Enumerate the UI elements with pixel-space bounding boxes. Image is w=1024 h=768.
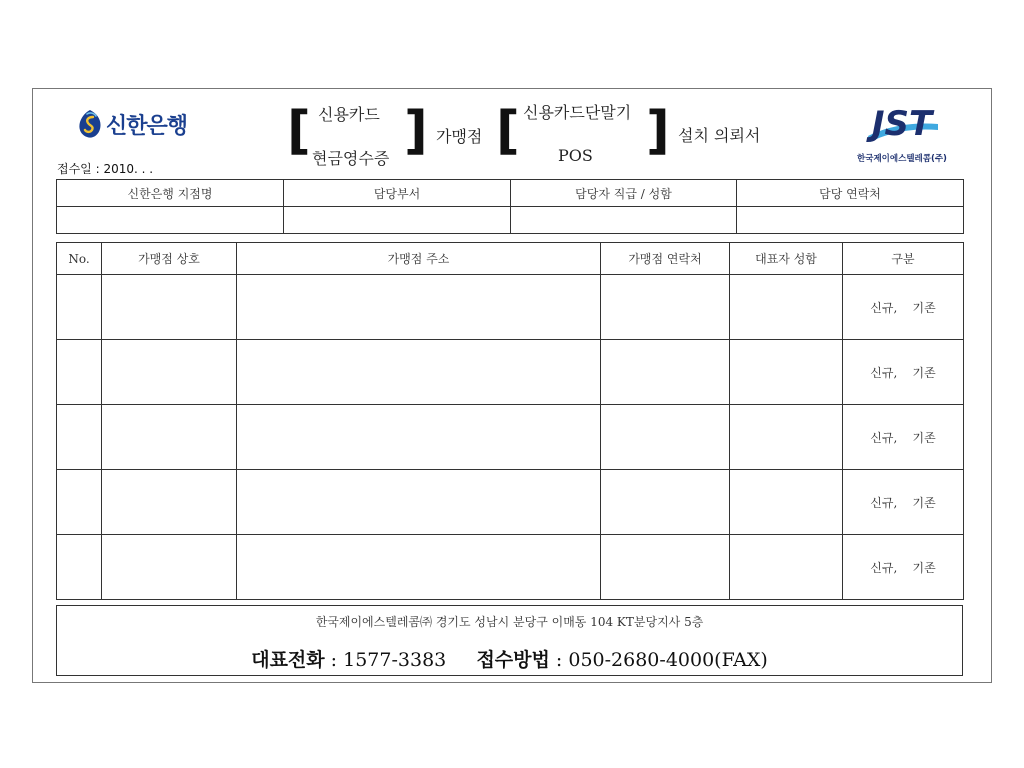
row-rep-cell[interactable] <box>730 535 843 600</box>
row-name-cell[interactable] <box>102 535 237 600</box>
phone-label: 대표전화 <box>251 649 325 671</box>
receipt-date: 접수일 : 2010. . . <box>57 162 154 176</box>
row-no-cell[interactable] <box>57 535 102 600</box>
jst-logo <box>842 102 962 168</box>
manager-phone-cell[interactable] <box>737 207 964 234</box>
title-credit-card: 신용카드 <box>318 105 380 124</box>
header-merchant-address: 가맹점 주소 <box>237 243 601 275</box>
form-title: 설치 의뢰서 <box>678 126 761 145</box>
row-type-cell[interactable]: 신규, 기존 <box>843 405 964 470</box>
table-row <box>57 405 964 470</box>
row-type-cell[interactable]: 신규, 기존 <box>843 535 964 600</box>
row-address-cell[interactable] <box>237 535 601 600</box>
row-address-cell[interactable] <box>237 340 601 405</box>
branch-name-cell[interactable] <box>57 207 284 234</box>
bracket-close-1: ] <box>404 101 428 161</box>
row-phone-cell[interactable] <box>601 275 730 340</box>
shinhan-logo-icon <box>78 109 102 139</box>
header-manager: 담당자 직급 / 성함 <box>511 180 737 207</box>
row-rep-cell[interactable] <box>730 470 843 535</box>
title-merchant: 가맹점 <box>436 127 483 146</box>
table-row <box>57 275 964 340</box>
row-phone-cell[interactable] <box>601 535 730 600</box>
manager-cell[interactable] <box>511 207 737 234</box>
row-type-cell[interactable]: 신규, 기존 <box>843 470 964 535</box>
row-no-cell[interactable] <box>57 470 102 535</box>
bracket-close-2: ] <box>646 101 670 161</box>
header-department: 담당부서 <box>284 180 511 207</box>
header-merchant-phone: 가맹점 연락처 <box>601 243 730 275</box>
title-card-terminal: 신용카드단말기 <box>523 103 632 122</box>
row-type-cell[interactable]: 신규, 기존 <box>843 275 964 340</box>
header-no: No. <box>57 243 102 275</box>
row-no-cell[interactable] <box>57 275 102 340</box>
jst-logo-caption: 한국제이에스텔레콤(주) <box>857 154 947 164</box>
header-branch-name: 신한은행 지점명 <box>57 180 284 207</box>
company-address: 한국제이에스텔레콤㈜ 경기도 성남시 분당구 이매동 104 KT분당지사 5층 <box>315 615 704 629</box>
header-merchant-name: 가맹점 상호 <box>102 243 237 275</box>
row-address-cell[interactable] <box>237 405 601 470</box>
header-type: 구분 <box>843 243 964 275</box>
row-phone-cell[interactable] <box>601 340 730 405</box>
footer-box <box>56 605 963 676</box>
header-manager-phone: 담당 연락처 <box>737 180 964 207</box>
row-no-cell[interactable] <box>57 340 102 405</box>
row-rep-cell[interactable] <box>730 340 843 405</box>
row-phone-cell[interactable] <box>601 470 730 535</box>
row-address-cell[interactable] <box>237 470 601 535</box>
phone-number: : 1577-3383 <box>324 649 447 671</box>
shinhan-logo-text: 신한은행 <box>106 113 188 139</box>
jst-logo-icon <box>862 102 942 146</box>
row-rep-cell[interactable] <box>730 275 843 340</box>
row-name-cell[interactable] <box>102 275 237 340</box>
row-rep-cell[interactable] <box>730 405 843 470</box>
jst-logo-text: JST <box>871 104 933 144</box>
row-type-cell[interactable]: 신규, 기존 <box>843 340 964 405</box>
row-name-cell[interactable] <box>102 405 237 470</box>
header-representative: 대표자 성함 <box>730 243 843 275</box>
table-row <box>57 340 964 405</box>
title-cash-receipt: 현금영수증 <box>312 149 390 168</box>
title-pos: POS <box>558 146 593 165</box>
department-cell[interactable] <box>284 207 511 234</box>
bracket-open-1: [ <box>287 101 311 161</box>
table-row <box>57 535 964 600</box>
row-name-cell[interactable] <box>102 340 237 405</box>
fax-number: : 050-2680-4000(FAX) <box>549 649 768 671</box>
merchant-table <box>56 242 964 600</box>
method-label: 접수방법 <box>476 649 550 671</box>
branch-info-table <box>56 179 964 234</box>
shinhan-logo <box>78 106 187 142</box>
row-no-cell[interactable] <box>57 405 102 470</box>
contact-line <box>57 645 962 672</box>
row-name-cell[interactable] <box>102 470 237 535</box>
bracket-open-2: [ <box>496 101 520 161</box>
row-address-cell[interactable] <box>237 275 601 340</box>
table-row <box>57 470 964 535</box>
row-phone-cell[interactable] <box>601 405 730 470</box>
